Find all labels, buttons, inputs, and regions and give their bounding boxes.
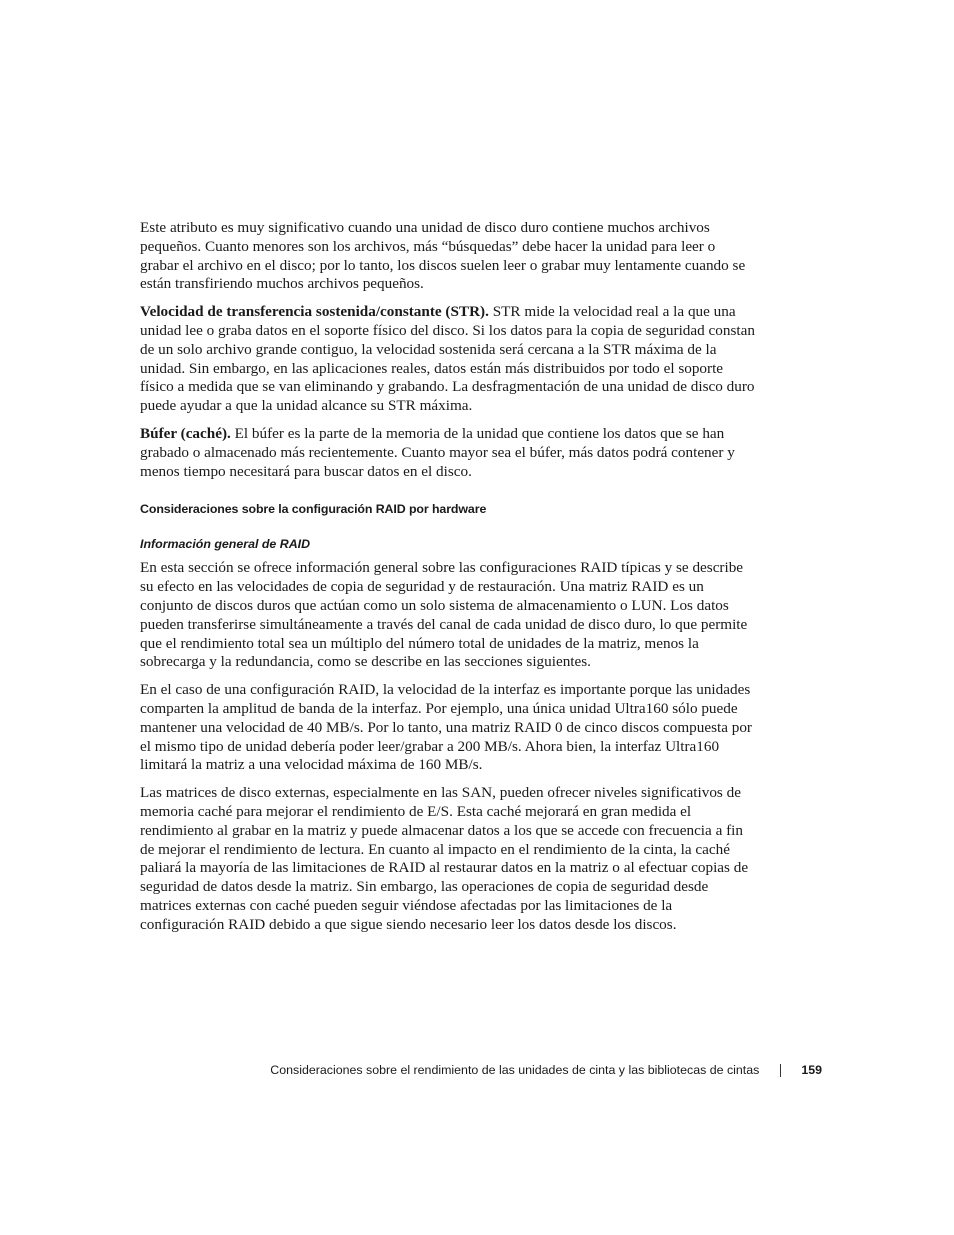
paragraph-file-size-note: Este atributo es muy significativo cuando una unidad de disco duro contiene muchos archivos pequeños. Cuanto menores son los archivos, más “búsquedas” debe hacer la unidad para leer o grabar el archivo en el disco; por lo tanto, los discos suelen leer o grabar muy lentamente cuando se están transfiriendo muchos archivos pequeños. (140, 219, 746, 293)
definition-buffer: El búfer es la parte de la memoria de la unidad que contiene los datos que se han grabado o almacenado más recientemente. Cuanto mayor sea el búfer, más datos podrá contener y menos tiempo necesitará para buscar datos en el disco. (140, 424, 735, 480)
paragraph-buffer (140, 425, 756, 481)
page-content (140, 219, 756, 944)
paragraph-str (140, 303, 756, 416)
definition-str: STR mide la velocidad real a la que una unidad lee o graba datos en el soporte físico del disco. Si los datos para la copia de seguridad constan de un solo archivo grande contiguo, la velocidad sostenida será cercana a la STR máxima de la unidad. Sin embargo, en las aplicaciones reales, datos están más distribuidos por todo el soporte físico a medida que se van eliminando y grabando. La desfragmentación de una unidad de disco duro puede ayudar a que la unidad alcance su STR máxima. (140, 303, 755, 415)
term-str: Velocidad de transferencia sostenida/constante (STR). (140, 303, 489, 321)
term-buffer: Búfer (caché). (140, 424, 231, 442)
paragraph-raid-overview: En esta sección se ofrece información general sobre las configuraciones RAID típicas y se describe su efecto en las velocidades de copia de seguridad y de restauración. Una matriz RAID es un conjunto de discos duros que actúan como un solo sistema de almacenamiento o LUN. Los datos pueden transferirse simultáneamente a través del canal de cada unidad de disco duro, lo que permite que el rendimiento total sea un múltiplo del número total de unidades de la matriz, menos la sobrecarga y la redundancia, como se describe en las secciones siguientes. (140, 559, 748, 671)
subsection-heading: Información general de RAID (140, 537, 311, 552)
page-footer (270, 1061, 822, 1079)
paragraph-raid-interface: En el caso de una configuración RAID, la velocidad de la interfaz es importante porque las unidades comparten la amplitud de banda de la interfaz. Por ejemplo, una única unidad Ultra160 sólo puede mantener una velocidad de 40 MB/s. Por lo tanto, una matriz RAID 0 de cinco discos compuesta por el mismo tipo de unidad debería poder leer/grabar a 200 MB/s. Ahora bien, la interfaz Ultra160 limitará la matriz a una velocidad máxima de 160 MB/s. (140, 681, 752, 774)
footer-separator (780, 1064, 781, 1077)
page-number: 159 (801, 1063, 822, 1077)
paragraph-external-arrays: Las matrices de disco externas, especialmente en las SAN, pueden ofrecer niveles significativos de memoria caché para mejorar el rendimiento de E/S. Esta caché mejorará en gran medida el rendimiento al grabar en la matriz y puede almacenar datos a los que se accede con frecuencia a fin de mejorar el rendimiento de lectura. En cuanto al impacto en el rendimiento de la cinta, la caché paliará la mayoría de las limitaciones de RAID al restaurar datos en la matriz o al efectuar copias de seguridad de datos desde la matriz. Sin embargo, las operaciones de copia de seguridad desde matrices externas con caché pueden seguir viéndose afectadas por las limitaciones de la configuración RAID debido a que sigue siendo necesario leer los datos desde los discos. (140, 784, 749, 933)
section-heading: Consideraciones sobre la configuración RAID por hardware (140, 502, 487, 517)
footer-chapter-title: Consideraciones sobre el rendimiento de las unidades de cinta y las bibliotecas de cintas (270, 1063, 760, 1077)
